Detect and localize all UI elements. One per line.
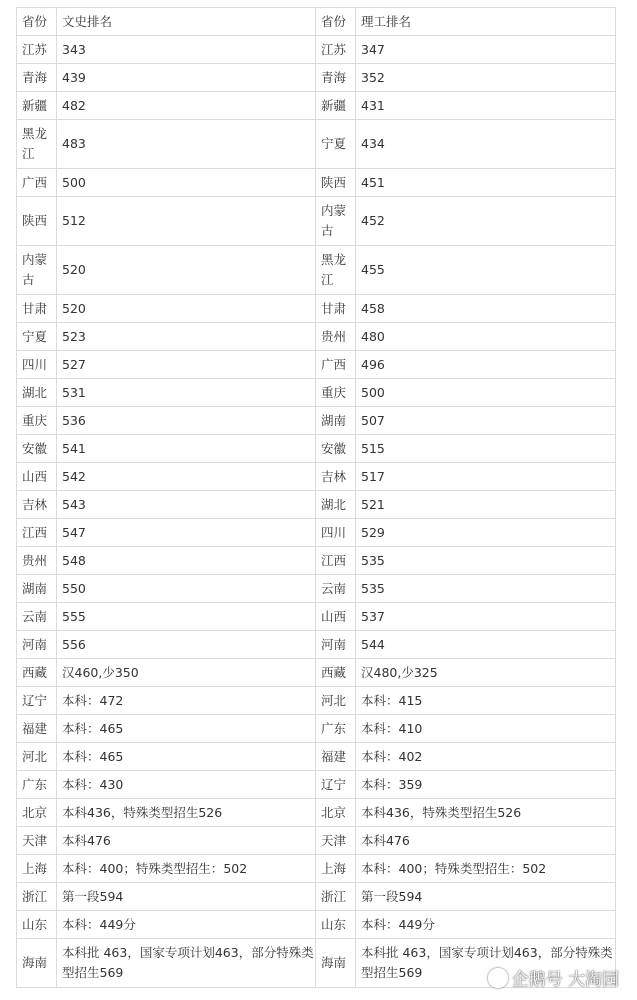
province-cell: 黑龙江 [316,246,356,295]
science-rank-cell: 535 [356,575,616,603]
table-row [17,855,616,883]
province-cell: 江苏 [316,36,356,64]
table-row [17,771,616,799]
science-rank-cell: 本科：415 [356,687,616,715]
liberal-rank-cell: 542 [57,463,316,491]
table-row [17,169,616,197]
table-row [17,799,616,827]
liberal-rank-cell: 343 [57,36,316,64]
liberal-rank-cell: 本科：472 [57,687,316,715]
province-cell: 吉林 [316,463,356,491]
province-cell: 甘肃 [316,295,356,323]
table-row [17,491,616,519]
province-cell: 广东 [316,715,356,743]
science-rank-cell: 第一段594 [356,883,616,911]
science-rank-cell: 507 [356,407,616,435]
province-cell: 吉林 [17,491,57,519]
table-row [17,603,616,631]
province-cell: 广东 [17,771,57,799]
liberal-rank-cell: 550 [57,575,316,603]
liberal-rank-cell: 本科：465 [57,715,316,743]
province-cell: 贵州 [316,323,356,351]
province-cell: 江西 [17,519,57,547]
science-rank-cell: 本科：449分 [356,911,616,939]
table-row [17,351,616,379]
table-row [17,463,616,491]
liberal-rank-cell: 556 [57,631,316,659]
table-row [17,575,616,603]
liberal-rank-cell: 本科批 463，国家专项计划463，部分特殊类型招生569 [57,939,316,988]
science-rank-cell: 352 [356,64,616,92]
province-cell: 西藏 [316,659,356,687]
province-cell: 内蒙古 [17,246,57,295]
table-row [17,547,616,575]
province-cell: 湖北 [17,379,57,407]
province-cell: 天津 [17,827,57,855]
province-cell: 山东 [17,911,57,939]
province-cell: 湖南 [17,575,57,603]
header-cell-liberal-rank: 文史排名 [57,8,316,36]
province-cell: 北京 [17,799,57,827]
science-rank-cell: 515 [356,435,616,463]
science-rank-cell: 496 [356,351,616,379]
science-rank-cell: 本科：402 [356,743,616,771]
liberal-rank-cell: 520 [57,246,316,295]
table-row [17,911,616,939]
watermark [488,965,619,990]
province-cell: 辽宁 [316,771,356,799]
province-cell: 新疆 [316,92,356,120]
science-rank-cell: 434 [356,120,616,169]
penguin-icon [488,968,508,988]
science-rank-cell: 535 [356,547,616,575]
science-rank-cell: 本科：359 [356,771,616,799]
province-cell: 河南 [17,631,57,659]
table-row [17,519,616,547]
province-cell: 山西 [316,603,356,631]
table-row [17,435,616,463]
science-rank-cell: 本科476 [356,827,616,855]
table-row [17,295,616,323]
province-cell: 甘肃 [17,295,57,323]
province-cell: 辽宁 [17,687,57,715]
province-cell: 四川 [17,351,57,379]
table-row [17,659,616,687]
science-rank-cell: 537 [356,603,616,631]
province-cell: 河北 [316,687,356,715]
table-row [17,92,616,120]
province-cell: 安徽 [316,435,356,463]
province-cell: 云南 [17,603,57,631]
liberal-rank-cell: 547 [57,519,316,547]
liberal-rank-cell: 本科：465 [57,743,316,771]
province-cell: 西藏 [17,659,57,687]
province-cell: 河北 [17,743,57,771]
liberal-rank-cell: 本科：430 [57,771,316,799]
province-cell: 湖北 [316,491,356,519]
science-rank-cell: 521 [356,491,616,519]
liberal-rank-cell: 543 [57,491,316,519]
table-row [17,883,616,911]
table-row [17,36,616,64]
table-row [17,197,616,246]
liberal-rank-cell: 本科：449分 [57,911,316,939]
table-row [17,379,616,407]
province-cell: 浙江 [17,883,57,911]
province-cell: 广西 [17,169,57,197]
science-rank-cell: 本科：410 [356,715,616,743]
table-row [17,827,616,855]
province-cell: 黑龙江 [17,120,57,169]
liberal-rank-cell: 439 [57,64,316,92]
province-cell: 浙江 [316,883,356,911]
province-cell: 上海 [17,855,57,883]
province-cell: 内蒙古 [316,197,356,246]
liberal-rank-cell: 本科：400；特殊类型招生：502 [57,855,316,883]
province-cell: 山东 [316,911,356,939]
science-rank-cell: 529 [356,519,616,547]
table-row [17,64,616,92]
table-row [17,631,616,659]
province-cell: 福建 [17,715,57,743]
science-rank-cell: 500 [356,379,616,407]
science-rank-cell: 431 [356,92,616,120]
science-rank-cell: 544 [356,631,616,659]
province-cell: 陕西 [17,197,57,246]
science-rank-cell: 汉480,少325 [356,659,616,687]
province-cell: 江苏 [17,36,57,64]
liberal-rank-cell: 548 [57,547,316,575]
score-table [16,7,616,988]
header-cell-province-1: 省份 [17,8,57,36]
province-cell: 海南 [17,939,57,988]
science-rank-cell: 452 [356,197,616,246]
province-cell: 贵州 [17,547,57,575]
liberal-rank-cell: 512 [57,197,316,246]
province-cell: 青海 [316,64,356,92]
science-rank-cell: 517 [356,463,616,491]
liberal-rank-cell: 第一段594 [57,883,316,911]
watermark-text: 企鹅号 大淘园 [511,970,619,990]
header-row [17,8,616,36]
table-body [17,8,616,988]
table-row [17,246,616,295]
province-cell: 上海 [316,855,356,883]
province-cell: 青海 [17,64,57,92]
province-cell: 新疆 [17,92,57,120]
liberal-rank-cell: 520 [57,295,316,323]
province-cell: 重庆 [316,379,356,407]
table-row [17,687,616,715]
liberal-rank-cell: 本科476 [57,827,316,855]
science-rank-cell: 480 [356,323,616,351]
science-rank-cell: 458 [356,295,616,323]
liberal-rank-cell: 本科436，特殊类型招生526 [57,799,316,827]
province-cell: 山西 [17,463,57,491]
science-rank-cell: 451 [356,169,616,197]
liberal-rank-cell: 482 [57,92,316,120]
liberal-rank-cell: 536 [57,407,316,435]
province-cell: 陕西 [316,169,356,197]
table-row [17,120,616,169]
province-cell: 北京 [316,799,356,827]
liberal-rank-cell: 527 [57,351,316,379]
science-rank-cell: 本科436，特殊类型招生526 [356,799,616,827]
province-cell: 河南 [316,631,356,659]
liberal-rank-cell: 483 [57,120,316,169]
science-rank-cell: 本科批 463，国家专项计划463，部分特殊类型招生569 [356,939,616,988]
table-row [17,323,616,351]
table-row [17,743,616,771]
province-cell: 安徽 [17,435,57,463]
header-cell-province-2: 省份 [316,8,356,36]
science-rank-cell: 本科：400；特殊类型招生：502 [356,855,616,883]
liberal-rank-cell: 523 [57,323,316,351]
province-cell: 广西 [316,351,356,379]
province-cell: 重庆 [17,407,57,435]
table-row [17,407,616,435]
province-cell: 湖南 [316,407,356,435]
table-row [17,715,616,743]
province-cell: 海南 [316,939,356,988]
province-cell: 四川 [316,519,356,547]
liberal-rank-cell: 541 [57,435,316,463]
province-cell: 天津 [316,827,356,855]
province-cell: 云南 [316,575,356,603]
province-cell: 宁夏 [316,120,356,169]
liberal-rank-cell: 531 [57,379,316,407]
province-cell: 福建 [316,743,356,771]
header-cell-science-rank: 理工排名 [356,8,616,36]
liberal-rank-cell: 汉460,少350 [57,659,316,687]
liberal-rank-cell: 555 [57,603,316,631]
province-cell: 江西 [316,547,356,575]
science-rank-cell: 455 [356,246,616,295]
science-rank-cell: 347 [356,36,616,64]
liberal-rank-cell: 500 [57,169,316,197]
province-cell: 宁夏 [17,323,57,351]
